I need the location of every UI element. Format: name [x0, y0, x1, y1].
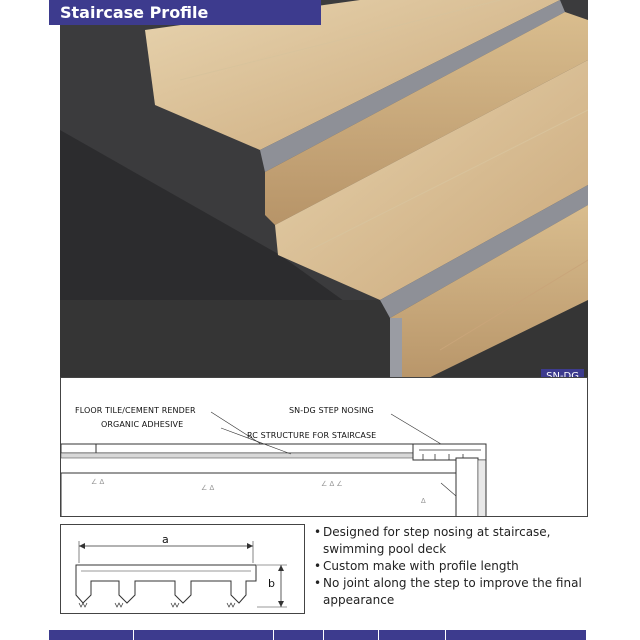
- spec-column: [49, 630, 134, 640]
- adhesive-label: ORGANIC ADHESIVE: [101, 420, 184, 429]
- spec-column: [379, 630, 446, 640]
- staircase-illustration: [60, 0, 588, 388]
- feature-item: • Designed for step nosing at staircase, swimming pool deck: [314, 524, 584, 558]
- profile-drawing: [61, 525, 306, 615]
- spec-table-header: [49, 630, 586, 640]
- staircase-photo: [60, 0, 588, 388]
- spec-column: [274, 630, 324, 640]
- feature-item: • No joint along the step to improve the final appearance: [314, 575, 584, 609]
- profile-cross-section: [60, 524, 305, 614]
- spec-column: [324, 630, 379, 640]
- spec-column: [134, 630, 274, 640]
- page-title: Staircase Profile: [49, 0, 321, 25]
- section-drawing: [61, 378, 588, 517]
- feature-list: [314, 524, 584, 609]
- dimension-b-label: b: [268, 577, 276, 590]
- floor-tile-label: FLOOR TILE/CEMENT RENDER: [75, 406, 196, 415]
- spec-column: [446, 630, 586, 640]
- svg-text:∠ ∆: ∠ ∆: [91, 478, 105, 486]
- dimension-a-label: a: [162, 533, 169, 546]
- feature-item: • Custom make with profile length: [314, 558, 584, 575]
- rc-structure-label: RC STRUCTURE FOR STAIRCASE: [247, 431, 377, 440]
- step-nosing-label: SN-DG STEP NOSING: [289, 406, 374, 415]
- svg-text:∆: ∆: [421, 497, 426, 505]
- svg-text:∠ ∆ ∠: ∠ ∆ ∠: [321, 480, 343, 488]
- section-diagram: [60, 377, 588, 517]
- svg-text:∠ ∆: ∠ ∆: [201, 484, 215, 492]
